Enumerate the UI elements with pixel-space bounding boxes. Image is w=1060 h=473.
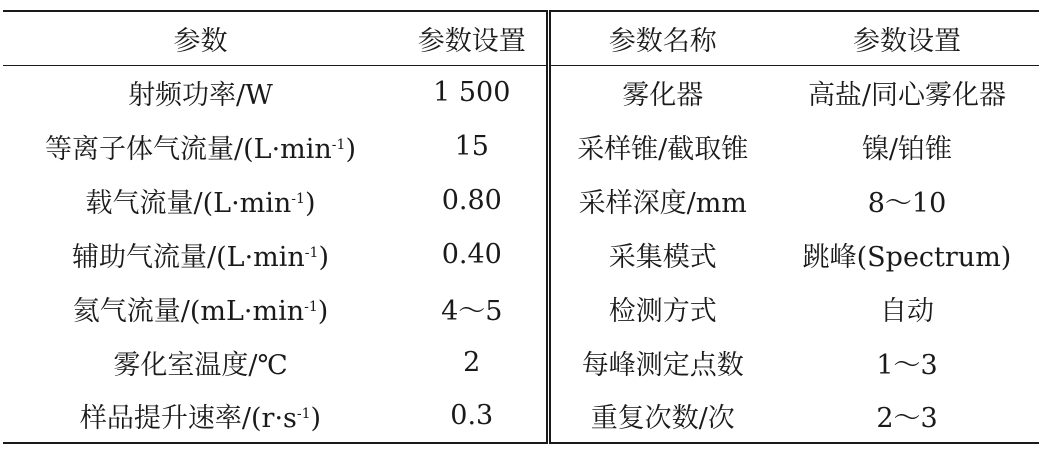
parameter-cell: 氦气流量$/(mL\cdot\min^{-1})$ (72, 295, 329, 327)
table-row (3, 173, 1039, 227)
parameter-cell: 样品提升速率$/(r\cdot s^{-1})$ (3, 389, 398, 443)
parameter-name-cell: 检测方式 (608, 295, 717, 327)
setting-cell: 自动 (880, 295, 934, 327)
parameter-name-cell: 雾化器 (622, 79, 704, 111)
setting-cell: 跳峰(Spectrum) (802, 241, 1012, 273)
setting-cell: 镍/铂锥 (861, 133, 953, 165)
header-parameter-name: 参数名称 (548, 11, 775, 65)
setting-cell: 2 (398, 335, 548, 389)
header-setting-right: 参数设置 (775, 11, 1039, 65)
header-parameter: 参数 (3, 11, 398, 65)
parameter-name-cell: 重复次数/次 (548, 389, 775, 443)
instrument-parameter-table (3, 10, 1039, 444)
parameter-name-cell: 采样锥/截取锥 (577, 133, 749, 165)
parameter-cell: 射频功率/W (128, 79, 273, 111)
setting-cell: 0.40 (398, 227, 548, 281)
parameter-name-cell: 采样深度/mm (578, 187, 747, 219)
parameter-name-cell: 采集模式 (608, 241, 717, 273)
setting-cell: 0.80 (398, 173, 548, 227)
setting-cell: 4～5 (398, 281, 548, 335)
parameter-cell: 载气流量$/(L\cdot\min^{-1})$ (85, 187, 316, 219)
parameter-cell: 辅助气流量$/(L\cdot\min^{-1})$ (72, 241, 329, 273)
table-row (3, 119, 1039, 173)
table-header-row (3, 11, 1039, 65)
setting-cell: 2～3 (775, 389, 1039, 443)
parameter-cell: 雾化室温度/℃ (113, 349, 288, 381)
setting-cell: 1 500 (398, 65, 548, 119)
table-row (3, 389, 1039, 443)
table-row (3, 227, 1039, 281)
setting-cell: 1～3 (876, 349, 938, 381)
table-row (3, 281, 1039, 335)
setting-cell: 0.3 (398, 389, 548, 443)
parameter-name-cell: 每峰测定点数 (581, 349, 744, 381)
setting-cell: 8～10 (867, 187, 947, 219)
parameter-table-container (3, 10, 1039, 444)
table-row (3, 335, 1039, 389)
setting-cell: 15 (398, 119, 548, 173)
table-row (3, 65, 1039, 119)
header-setting-left: 参数设置 (398, 11, 548, 65)
parameter-cell: 等离子体气流量$/(L\cdot\min^{-1})$ (45, 133, 356, 165)
setting-cell: 高盐/同心雾化器 (807, 79, 1007, 111)
